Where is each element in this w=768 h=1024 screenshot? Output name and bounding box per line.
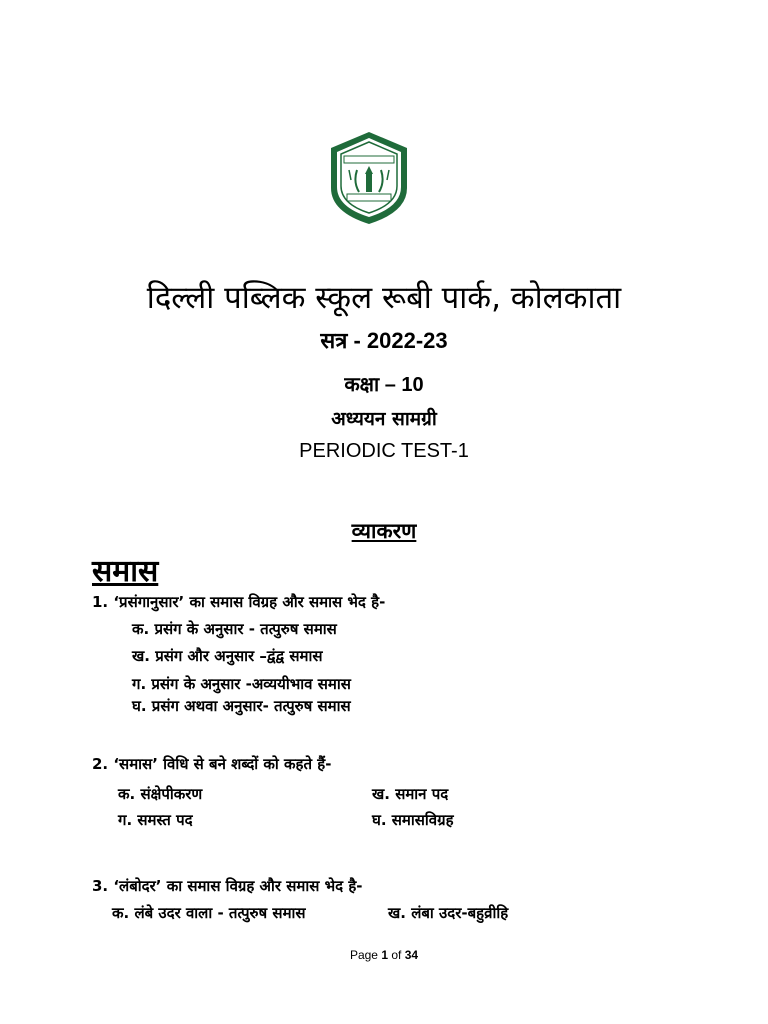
q2-option-d: घ. समासविग्रह — [372, 811, 454, 829]
class-label: कक्षा – 10 — [344, 374, 424, 396]
q1-option-d: घ. प्रसंग अथवा अनुसार- तत्पुरुष समास — [132, 697, 351, 715]
question-3: 3. ‘लंबोदर’ का समास विग्रह और समास भेद है- — [92, 877, 363, 895]
q1-option-a: क. प्रसंग के अनुसार - तत्पुरुष समास — [132, 620, 337, 638]
total-pages: 34 — [404, 948, 419, 962]
school-logo — [327, 130, 411, 226]
session-year: सत्र - 2022-23 — [320, 328, 448, 353]
section-heading: व्याकरण — [351, 519, 417, 543]
page-footer — [0, 948, 768, 962]
q3-option-b: ख. लंबा उदर-बहुव्रीहि — [388, 904, 509, 922]
q1-option-b: ख. प्रसंग और अनुसार –द्वंद्व समास — [132, 647, 323, 665]
current-page: 1 — [381, 948, 388, 962]
periodic-test-label: PERIODIC TEST-1 — [299, 440, 469, 462]
topic-heading: समास — [92, 554, 159, 589]
q2-option-a: क. संक्षेपीकरण — [118, 785, 203, 803]
study-material-label: अध्ययन सामग्री — [331, 408, 437, 430]
q2-option-c: ग. समस्त पद — [118, 811, 193, 829]
page-label: Page — [349, 948, 378, 962]
question-2: 2. ‘समास’ विधि से बने शब्दों को कहते हैं- — [92, 755, 332, 773]
of-label: of — [391, 948, 402, 962]
q2-option-b: ख. समान पद — [372, 785, 449, 803]
question-1: 1. ‘प्रसंगानुसार’ का समास विग्रह और समास भेद है- — [92, 593, 386, 611]
school-name: दिल्ली पब्लिक स्कूल रूबी पार्क, कोलकाता — [146, 280, 622, 316]
q3-option-a: क. लंबे उदर वाला - तत्पुरुष समास — [112, 904, 306, 922]
q1-option-c: ग. प्रसंग के अनुसार -अव्ययीभाव समास — [132, 675, 351, 693]
